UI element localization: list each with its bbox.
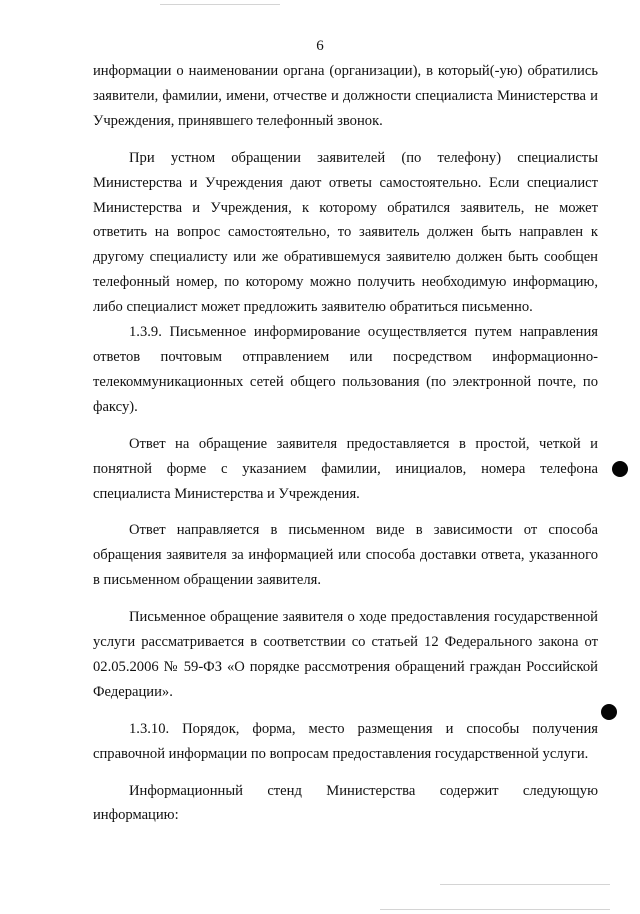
paragraph-info-stand: Информационный стенд Министерства содержит следующую информацию: bbox=[93, 782, 598, 824]
paragraph-answer-delivery: Ответ направляется в письменном виде в зависимости от способа обращения заявителя за информацией или способа доставки ответа, указанного в письменном обращении заявителя. bbox=[93, 522, 598, 589]
punch-hole-lower bbox=[601, 704, 617, 720]
scan-edge-line bbox=[160, 4, 280, 5]
paragraph-continuation: информации о наименовании органа (организации), в который(-ую) обратились заявители, фамилии, имени, отчестве и должности специалиста Министерства и Учреждения, принявшего телефонный звонок. bbox=[93, 63, 598, 129]
paragraph-phone-inquiries: При устном обращении заявителей (по телефону) специалисты Министерства и Учреждения дают ответы самостоятельно. Если специалист Министерства и Учреждения, к которому обратился заявитель, не может ответить на вопрос самостоятельно, то заявитель должен быть направлен к другому специалисту или же обратившемуся заявителю должен быть сообщен телефонный номер, по которому можно получить необходимую информацию, либо специалист может предложить заявителю обратиться письменно. bbox=[93, 149, 598, 316]
punch-hole-upper bbox=[612, 461, 628, 477]
page-number: 6 bbox=[316, 38, 324, 54]
scan-edge-line bbox=[440, 884, 610, 885]
paragraph-answer-form: Ответ на обращение заявителя предоставляется в простой, четкой и понятной форме с указанием фамилии, инициалов, номера телефона специалиста Министерства и Учреждения. bbox=[93, 435, 598, 502]
document-body bbox=[93, 59, 598, 828]
paragraph-written-appeal: Письменное обращение заявителя о ходе предоставления государственной услуги рассматривается в соответствии со статьей 12 Федерального закона от 02.05.2006 № 59-ФЗ «О порядке рассмотрения обращений граждан Российской Федерации». bbox=[93, 609, 598, 700]
scan-edge-line bbox=[380, 909, 610, 910]
paragraph-1-3-9: 1.3.9. Письменное информирование осуществляется путем направления ответов почтовым отправлением или посредством информационно-телекоммуникационных сетей общего пользования (по электронной почте, по факсу). bbox=[93, 324, 598, 415]
paragraph-1-3-10: 1.3.10. Порядок, форма, место размещения и способы получения справочной информации по вопросам предоставления государственной услуги. bbox=[93, 720, 598, 762]
